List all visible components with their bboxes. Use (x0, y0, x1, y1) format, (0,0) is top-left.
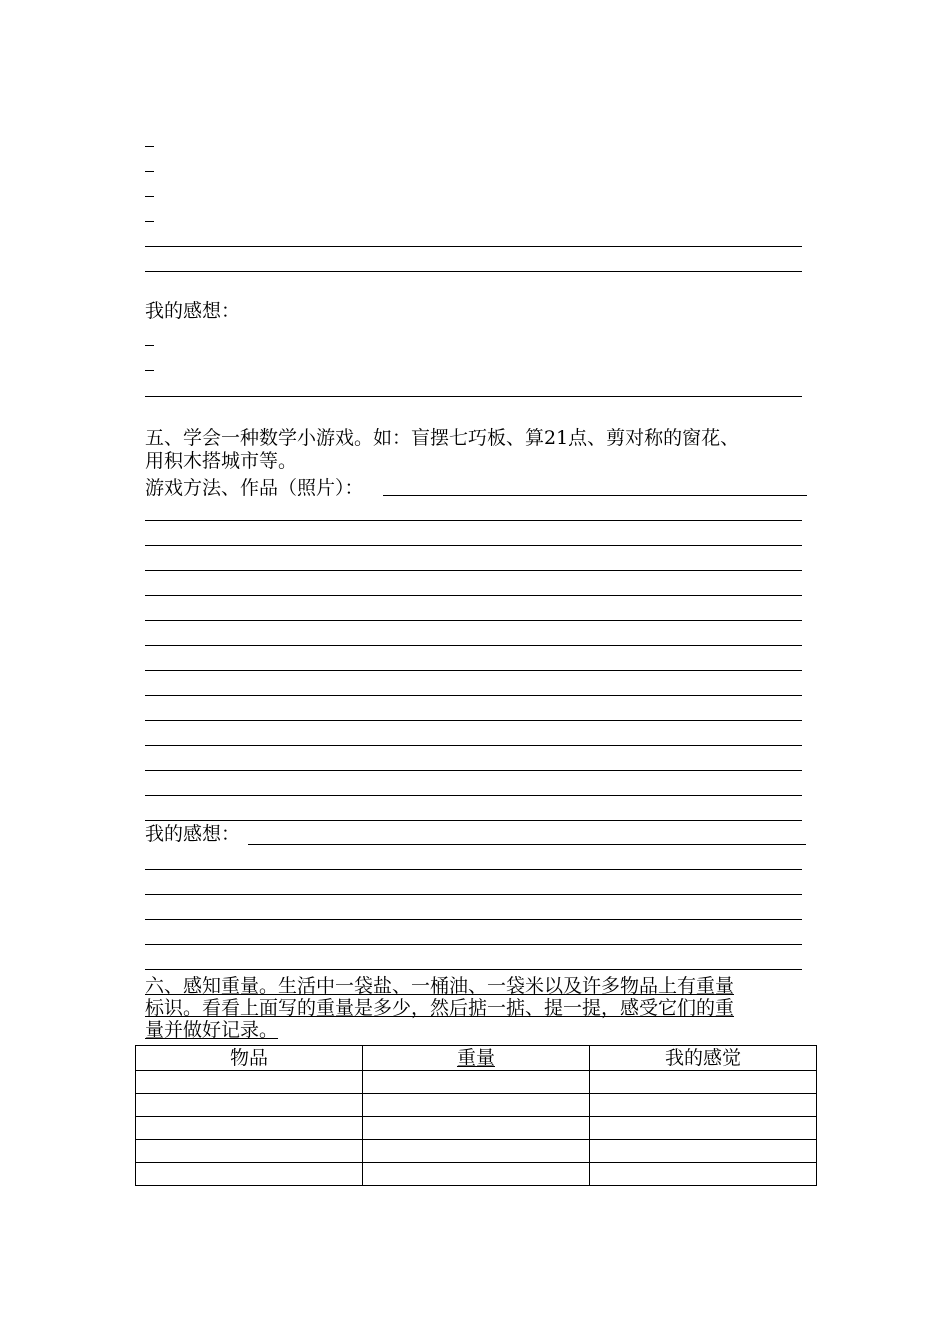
blank-dash (145, 171, 154, 172)
table-cell[interactable] (136, 1140, 363, 1163)
table-cell[interactable] (363, 1140, 590, 1163)
writing-line[interactable] (145, 396, 802, 397)
table-cell[interactable] (590, 1071, 817, 1094)
section-six-line: 标识。看看上面写的重量是多少，然后掂一掂、提一提，感受它们的重 (145, 997, 735, 1019)
weight-record-table (135, 1045, 817, 1186)
writing-line[interactable] (145, 894, 802, 895)
game-method-answer-line[interactable] (383, 495, 807, 496)
section-six-line: 六、感知重量。生活中一袋盐、一桶油、一袋米以及许多物品上有重量 (145, 975, 735, 997)
writing-line[interactable] (145, 795, 802, 796)
writing-line[interactable] (145, 595, 802, 596)
table-cell[interactable] (590, 1163, 817, 1186)
table-row (136, 1094, 817, 1117)
writing-line[interactable] (145, 770, 802, 771)
table-cell[interactable] (136, 1117, 363, 1140)
writing-line[interactable] (145, 944, 802, 945)
table-cell[interactable] (363, 1094, 590, 1117)
header-feeling: 我的感觉 (590, 1046, 817, 1071)
section-six-text (145, 975, 809, 1041)
game-method-label: 游戏方法、作品（照片）： (145, 477, 364, 499)
feeling-label: 我的感想： (145, 823, 241, 845)
table-row (136, 1140, 817, 1163)
writing-line[interactable] (145, 919, 802, 920)
writing-line[interactable] (145, 246, 802, 247)
writing-line[interactable] (145, 545, 802, 546)
feeling-label: 我的感想： (145, 300, 241, 322)
feeling-answer-line[interactable] (248, 844, 806, 845)
table-row (136, 1163, 817, 1186)
table-cell[interactable] (590, 1117, 817, 1140)
header-weight (363, 1046, 590, 1071)
blank-dash (145, 196, 154, 197)
table-row (136, 1071, 817, 1094)
table-row (136, 1117, 817, 1140)
writing-line[interactable] (145, 969, 802, 970)
writing-line[interactable] (145, 271, 802, 272)
table-header-row (136, 1046, 817, 1071)
writing-line[interactable] (145, 670, 802, 671)
table-cell[interactable] (363, 1117, 590, 1140)
header-weight-label: 重量 (456, 1047, 495, 1069)
header-item: 物品 (136, 1046, 363, 1071)
blank-dash (145, 345, 154, 346)
writing-line[interactable] (145, 620, 802, 621)
writing-line[interactable] (145, 520, 802, 521)
section-five-title: 五、学会一种数学小游戏。如：盲摆七巧板、算21点、剪对称的窗花、 (145, 427, 740, 449)
table-cell[interactable] (136, 1163, 363, 1186)
table-cell[interactable] (363, 1163, 590, 1186)
writing-line[interactable] (145, 570, 802, 571)
section-five-title-cont: 用积木搭城市等。 (145, 450, 298, 472)
table-cell[interactable] (136, 1071, 363, 1094)
table-cell[interactable] (136, 1094, 363, 1117)
writing-line[interactable] (145, 695, 802, 696)
writing-line[interactable] (145, 820, 802, 821)
writing-line[interactable] (145, 645, 802, 646)
writing-line[interactable] (145, 720, 802, 721)
writing-line[interactable] (145, 745, 802, 746)
table-cell[interactable] (363, 1071, 590, 1094)
blank-dash (145, 146, 154, 147)
writing-line[interactable] (145, 869, 802, 870)
section-six-line: 量并做好记录。 (145, 1019, 279, 1041)
table-cell[interactable] (590, 1140, 817, 1163)
blank-dash (145, 370, 154, 371)
blank-dash (145, 221, 154, 222)
table-cell[interactable] (590, 1094, 817, 1117)
